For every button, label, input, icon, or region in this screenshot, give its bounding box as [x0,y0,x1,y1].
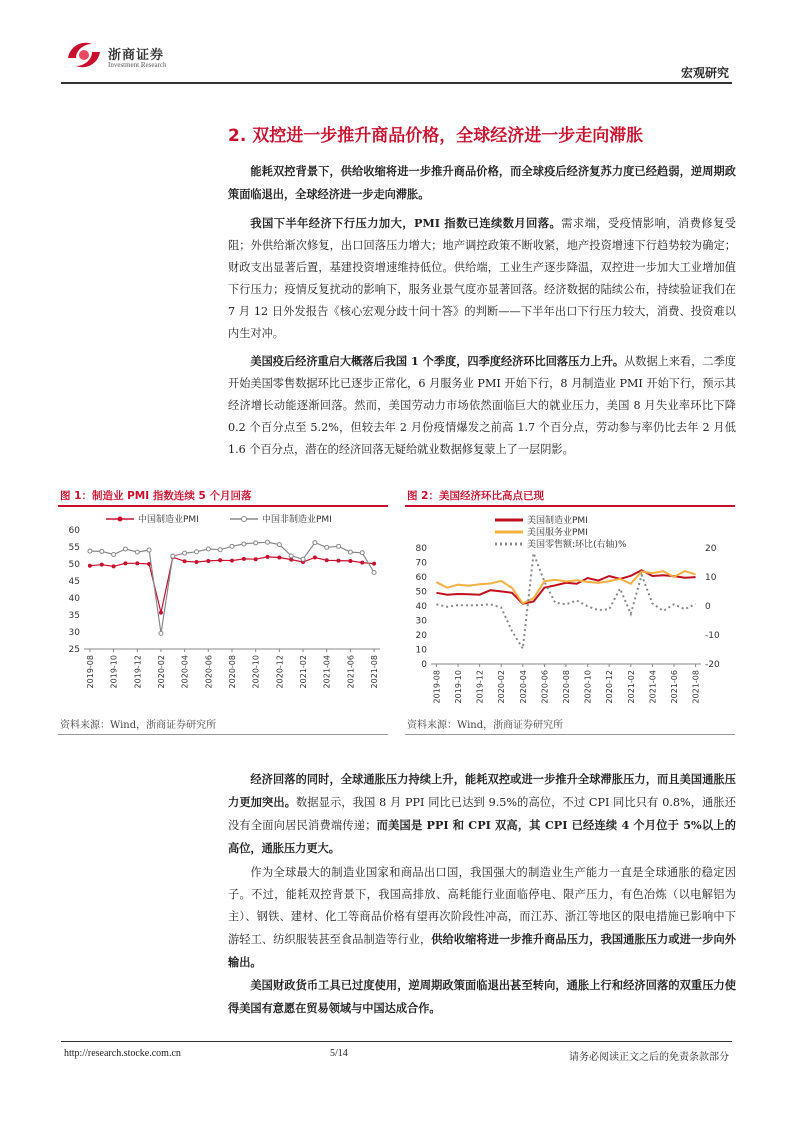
data-point [112,564,116,568]
data-point [254,557,258,561]
legend-marker [118,517,123,522]
data-point [266,540,270,544]
data-point [218,548,222,552]
legend-label: 美国零售额:环比(右轴)% [527,540,627,550]
data-point [230,559,234,563]
data-point [254,541,258,545]
paragraph-1 [228,160,736,206]
data-point [183,559,187,563]
y-tick-label: 50 [415,587,427,598]
figure-1-source: 资料来源：Wind，浙商证券研究所 [60,720,217,731]
y-tick-label: 70 [415,558,427,569]
paragraph-3 [228,350,736,461]
data-point [159,611,163,615]
y-tick-label: 40 [415,602,427,612]
data-point [313,556,317,560]
x-tick-label: 2019-08 [85,655,95,689]
x-tick-label: 2021-04 [648,670,658,704]
brand-subtitle: Investment Research [108,61,167,69]
x-tick-label: 2020-08 [562,670,571,704]
data-point [242,557,246,561]
legend-label: 中国制造业PMI [138,515,199,525]
y-tick-label: 40 [68,594,80,604]
x-tick-label: 2020-02 [497,670,507,704]
paragraph-3-bold: 美国疫后经济重启大概落后我国 1 个季度，四季度经济环比回落压力上升。 [250,354,625,368]
x-tick-label: 2020-10 [251,655,261,689]
brand-name: 浙商证券 [108,48,165,63]
x-tick-label: 2020-04 [518,670,528,704]
x-tick-label: 2021-08 [370,655,380,689]
data-point [277,556,281,560]
x-tick-label: 2020-04 [180,655,190,689]
figure-2-bottom-rule [405,734,735,735]
figure-1-title: 图 1：制造业 PMI 指数连续 5 个月回落 [60,490,252,502]
footer-url-link[interactable]: http://research.stocke.com.cn [64,1048,181,1059]
data-point [147,548,151,552]
data-point [100,563,104,567]
section-title: 2. 双控进一步推升商品价格，全球经济进一步走向滞胀 [228,126,644,146]
data-point [218,558,222,562]
y2-tick-label: 10 [705,573,717,583]
x-tick-label: 2019-12 [475,670,485,704]
x-tick-label: 2021-02 [299,655,309,689]
footer-divider [61,1041,732,1042]
data-point [183,551,187,555]
series-line-2 [90,542,374,633]
data-point [266,555,270,559]
figure-2-chart [405,508,735,710]
data-point [337,559,341,563]
paragraph-6 [228,974,736,1020]
y-tick-label: 45 [68,577,80,587]
page-number: 5/14 [330,1048,348,1059]
paragraph-4-text: 数据显示，我国 8 月 PPI 同比已达到 9.5%的高位，不过 CPI 同比只有 0.8%，通胀还没有全面向居民消费端传递； [228,796,736,832]
x-tick-label: 2021-06 [346,655,356,689]
y-tick-label: 60 [68,526,80,536]
data-point [194,550,198,554]
data-point [206,547,210,551]
footer-disclaimer: 请务必阅读正文之后的免责条款部分 [569,1052,729,1063]
series-line-1 [90,557,374,613]
legend-label: 美国制造业PMI [527,516,588,526]
paragraph-4-bold: 经济回落的同时，全球通胀压力持续上升，能耗双控或进一步推升全球滞胀压力，而且美国通胀压力更加突出。 [228,772,736,809]
figure-1-rule [58,505,388,507]
y2-tick-label: -10 [705,631,720,641]
x-tick-label: 2020-12 [275,655,285,689]
data-point [123,547,127,551]
x-tick-label: 2019-08 [432,670,442,704]
report-type: 宏观研究 [680,66,729,80]
data-point [159,631,163,635]
paragraph-2 [228,212,736,345]
figure-2-source: 资料来源：Wind，浙商证券研究所 [407,720,564,731]
y-tick-label: 20 [415,631,427,641]
paragraph-6-bold: 美国财政货币工具已过度使用，逆周期政策面临退出甚至转向，通胀上行和经济回落的双重压力使得美国有意愿在贸易领域与中国达成合作。 [228,978,736,1015]
y-tick-label: 0 [421,660,427,670]
series-line-3 [436,553,695,648]
x-tick-label: 2020-08 [228,655,237,689]
y2-tick-label: 20 [705,544,717,554]
data-point [360,551,364,555]
brand-logo-icon [64,38,104,72]
y-tick-label: 50 [68,560,80,570]
paragraph-5 [228,862,736,974]
data-point [206,559,210,563]
data-point [325,558,329,562]
data-point [337,544,341,548]
paragraph-2-bold: 我国下半年经济下行压力加大，PMI 指数已连续数月回落。 [250,216,562,230]
legend-label: 中国非制造业PMI [262,515,332,525]
y-tick-label: 25 [68,645,80,655]
figure-2-rule [405,505,735,507]
x-tick-label: 2019-12 [133,655,143,689]
paragraph-4-bold-2: 而美国是 PPI 和 CPI 双高，其 CPI 已经连续 4 个月位于 5%以上的高位，通胀压力更大。 [228,818,736,855]
figure-2-title: 图 2：美国经济环比高点已现 [407,490,544,502]
data-point [372,562,376,566]
data-point [313,541,317,545]
data-point [372,571,376,575]
paragraph-2-text: 需求端，受疫情影响，消费修复受阻；外供给渐次修复，出口回落压力增大；地产调控政策不断收紧，地产投资增速下行趋势较为确定；财政支出显著后置，基建投资增速维持低位。供给端，工业生产逐步降温，双控进一步加大工业增加值下行压力；疫情反复扰动的影响下，服务业景气度亦显著回落。经济数据的陆续公布，持续验证我们在 7 月 12 日外发报告《核心宏观分歧十问十答》的判断——下半年出口下行压力较大，消费、投资难以内生对冲。 [228,217,736,340]
data-point [135,550,139,554]
x-tick-label: 2020-12 [605,670,615,704]
x-tick-label: 2020-10 [583,670,593,704]
data-point [289,554,293,558]
header-divider [61,82,732,84]
y2-tick-label: 0 [705,602,711,612]
data-point [194,560,198,564]
y-tick-label: 30 [415,616,427,627]
paragraph-3-text: 从数据上来看，二季度开始美国零售数据环比已逐步正常化，6 月服务业 PMI 开始下行，8 月制造业 PMI 开始下行，预示其经济增长动能逐渐回落。然而，美国劳动力市场依然面临巨大的就业压力，美国 8 月失业率环比下降 0.2 个百分点至 5.2%，但较去年 2 月份疫情爆发之前高 1.7 个百分点，劳动参与率仍比去年 2 月低 1.6 个百分点，潜在的经济回落无疑给就业数据修复蒙上了一层阴影。 [228,355,736,456]
x-tick-label: 2021-08 [691,670,701,704]
legend-label: 美国服务业PMI [527,528,588,538]
data-point [88,564,92,568]
x-tick-label: 2019-10 [109,655,119,689]
x-tick-label: 2020-06 [204,655,214,689]
data-point [171,554,175,558]
data-point [88,549,92,553]
y2-tick-label: -20 [705,660,720,670]
data-point [360,561,364,565]
data-point [123,561,127,565]
data-point [277,543,281,547]
y-tick-label: 30 [68,628,80,638]
x-tick-label: 2021-02 [626,670,636,704]
legend-marker [242,517,247,522]
x-tick-label: 2021-04 [322,655,332,689]
y-tick-label: 60 [415,573,427,583]
y-tick-label: 10 [415,645,427,656]
paragraph-5-text: 作为全球最大的制造业国家和商品出口国，我国强大的制造业生产能力一直是全球通胀的稳定因子。不过，能耗双控背景下，我国高排放、高耗能行业面临停电、限产压力，有色冶炼（以电解铝为主）、钢铁、建材、化工等商品价格有望再次阶段性冲高，而江苏、浙江等地区的限电措施已影响中下游轻工、纺织服装甚至食品制造等行业， [228,866,736,946]
data-point [325,545,329,549]
y-tick-label: 55 [68,543,80,553]
series-line-1 [436,570,695,604]
data-point [348,559,352,563]
paragraph-5-bold: 供给收缩将进一步推升商品压力，我国通胀压力或进一步向外输出。 [228,932,736,969]
data-point [135,561,139,565]
x-tick-label: 2020-02 [156,655,166,689]
data-point [112,552,116,556]
paragraph-4 [228,768,736,860]
x-tick-label: 2020-06 [540,670,550,704]
data-point [230,544,234,548]
data-point [242,542,246,546]
x-tick-label: 2019-10 [454,670,463,704]
data-point [100,549,104,553]
data-point [301,557,305,561]
y-tick-label: 35 [68,611,80,621]
y-tick-label: 80 [415,544,427,554]
figure-1-bottom-rule [58,734,388,735]
paragraph-1-bold: 能耗双控背景下，供给收缩将进一步推升商品价格，而全球疫后经济复苏力度已经趋弱，逆周期政策面临退出，全球经济进一步走向滞胀。 [228,164,736,201]
x-tick-label: 2021-06 [670,670,679,704]
figure-1-chart [58,508,388,710]
data-point [348,550,352,554]
